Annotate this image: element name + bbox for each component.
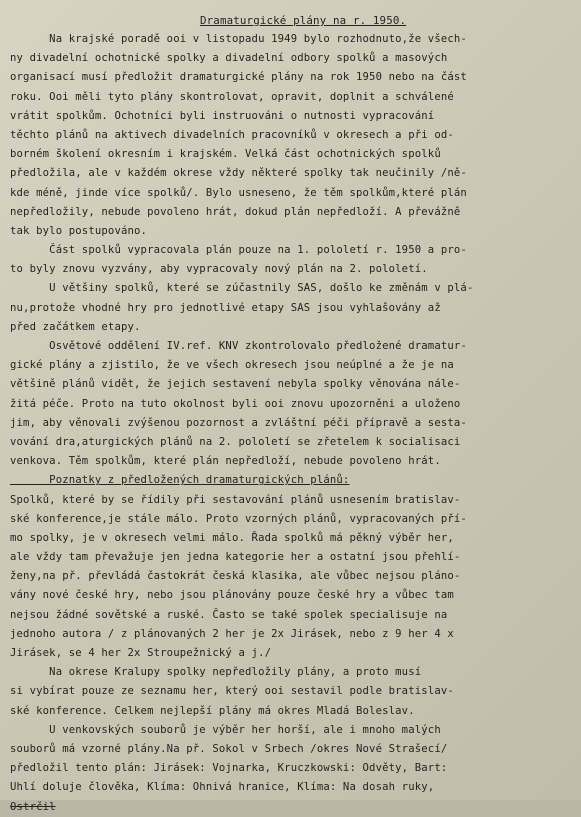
- text-line: nepředložily, nebude povoleno hrát, dokud plán nepředloží. A převážně: [10, 205, 461, 218]
- struck-text-line: Ostrčil: [10, 800, 56, 813]
- text-line: těchto plánů na aktivech divadelních pracovníků v okresech a při od-: [10, 128, 454, 141]
- text-line: Na okrese Kralupy spolky nepředložily plány, a proto musí: [10, 666, 422, 679]
- text-line: Jirásek, se 4 her 2x Stroupežnický a j./: [10, 647, 272, 659]
- text-line: vány nové české hry, nebo jsou plánovány pouze české hry a vůbec tam: [10, 589, 454, 602]
- text-line: ny divadelní ochotnické spolky a divadelní odbory spolků a masových: [10, 52, 448, 65]
- text-line: to byly znovu vyzvány, aby vypracovaly nový plán na 2. pololetí.: [10, 263, 428, 276]
- text-line: vrátit spolkům. Ochotníci byli instruováni o nutnosti vypracování: [10, 109, 435, 122]
- text-line: tak bylo postupováno.: [10, 224, 148, 237]
- text-line: ské konference,je stále málo. Proto vzorných plánů, vypracovaných pří-: [10, 512, 467, 525]
- text-line: před začátkem etapy.: [10, 320, 141, 333]
- text-line: Osvětové oddělení IV.ref. KNV zkontrolovalo předložené dramatur-: [10, 340, 467, 352]
- text-line: U většiny spolků, které se zúčastnily SAS, došlo ke změnám v plá-: [10, 282, 474, 295]
- text-line: roku. Ooi měli tyto plány skontrolovat, opravit, doplnit a schválené: [10, 90, 454, 103]
- text-line: jednoho autora / z plánovaných 2 her je 2x Jirásek, nebo z 9 her 4 x: [10, 627, 454, 640]
- text-line: ské konference. Celkem nejlepší plány má okres Mladá Boleslav.: [10, 704, 415, 717]
- text-line: vování dra,aturgických plánů na 2. pololetí se zřetelem k socialisaci: [10, 435, 461, 448]
- text-line: Na krajské poradě ooi v listopadu 1949 bylo rozhodnuto,že všech-: [10, 33, 467, 45]
- document-title: Dramaturgické plány na r. 1950.: [200, 14, 407, 27]
- text-line: gické plány a zjistilo, že ve všech okresech jsou neúplné a že je na: [10, 359, 454, 372]
- text-line: nu,protože vhodné hry pro jednotlivé etapy SAS jsou vyhlašovány až: [10, 301, 441, 314]
- text-line: U venkovských souborů je výběr her horší, ale i mnoho malých: [10, 723, 441, 736]
- text-line: Spolků, které by se řídily při sestavování plánů usnesením bratislav-: [10, 493, 461, 506]
- document-title-wrap: [200, 9, 406, 28]
- text-line: většině plánů vidět, že jejich sestavení nebyla spolky věnována nále-: [10, 378, 461, 391]
- text-line: nejsou žádné sovětské a ruské. Často se také spolek specialisuje na: [10, 608, 448, 621]
- text-line: venkova. Těm spolkům, které plán nepředloží, nebude povoleno hrát.: [10, 455, 441, 468]
- text-line: souborů má vzorné plány.Na př. Sokol v Srbech /okres Nové Strašecí/: [10, 742, 448, 755]
- text-line: ženy,na př. převládá častokrát česká klasika, ale vůbec nejsou pláno-: [10, 570, 461, 583]
- text-line: jim, aby věnovali zvýšenou pozornost a zvláštní péči přípravě a sesta-: [10, 416, 467, 429]
- text-line: si vybírat pouze ze seznamu her, který ooi sestavil podle bratislav-: [10, 685, 454, 698]
- text-line: kde méně, jinde více spolků/. Bylo usneseno, že těm spolkům,které plán: [10, 186, 467, 199]
- section-heading: Poznatky z předložených dramaturgických plánů:: [10, 474, 350, 487]
- document-body: [10, 30, 575, 817]
- text-line: předložil tento plán: Jirásek: Vojnarka, Kruczkowski: Odvěty, Bart:: [10, 762, 448, 775]
- text-line: předložila, ale v každém okrese vždy některé spolky tak neučinily /ně-: [10, 167, 467, 180]
- text-line: Část spolků vypracovala plán pouze na 1. pololetí r. 1950 a pro-: [10, 244, 467, 257]
- text-line: organisací musí předložit dramaturgické plány na rok 1950 nebo na část: [10, 71, 467, 84]
- text-line: ale vždy tam převažuje jen jedna kategorie her a ostatní jsou přehlí-: [10, 551, 461, 564]
- text-line: žitá péče. Proto na tuto okolnost byli ooi znovu upozorněni a uloženo: [10, 397, 461, 410]
- text-line: Uhlí doluje člověka, Klíma: Ohnivá hranice, Klíma: Na dosah ruky,: [10, 781, 435, 794]
- text-line: borném školení okresním i krajském. Velká část ochotnických spolků: [10, 148, 441, 161]
- text-line: mo spolky, je v okresech velmi málo. Řada spolků má pěkný výběr her,: [10, 531, 454, 544]
